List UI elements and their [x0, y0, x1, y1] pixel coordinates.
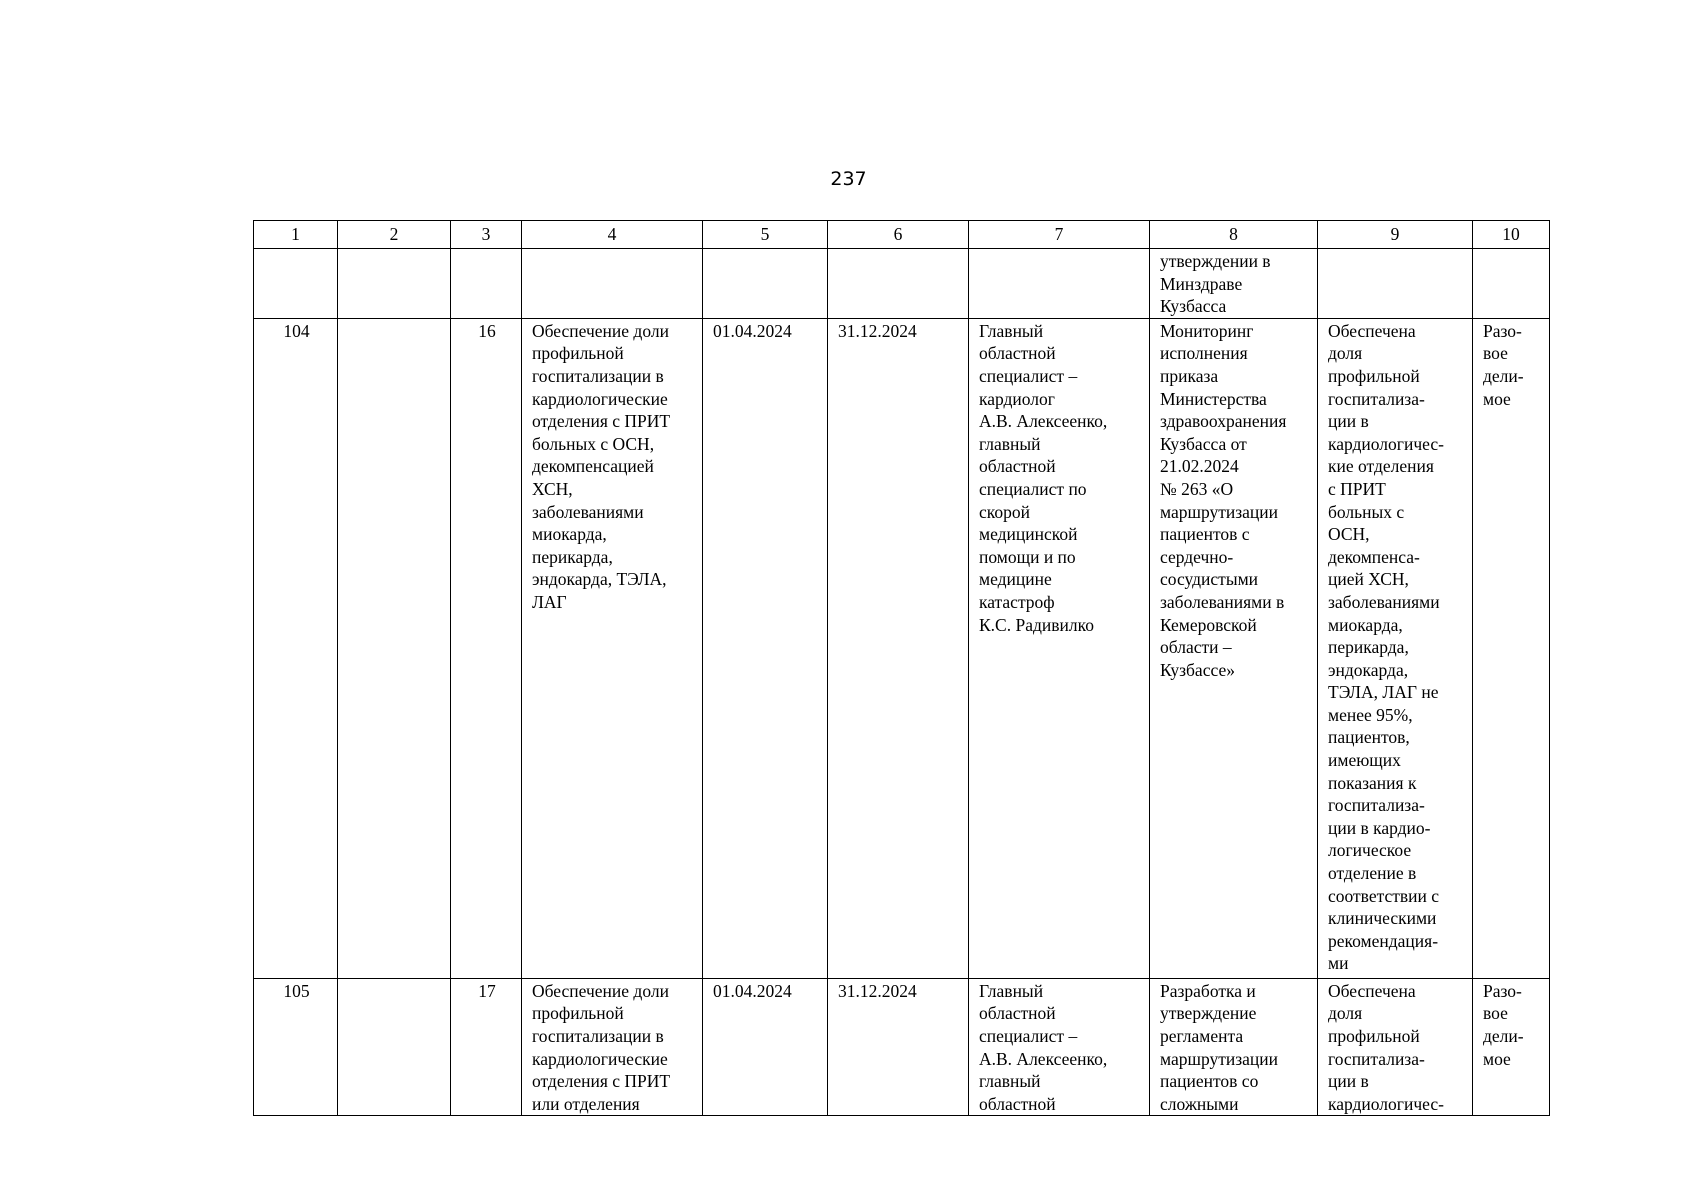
- column-number-row: [254, 221, 1550, 249]
- text-line: больных с: [1328, 501, 1405, 522]
- text-line: № 263 «О: [1160, 478, 1234, 499]
- text-line: показания к: [1328, 772, 1417, 793]
- text-line: приказа: [1160, 365, 1219, 386]
- text-line: заболеваниями: [1328, 591, 1440, 612]
- measure-cell: [522, 318, 703, 978]
- text-line: областной: [979, 456, 1056, 477]
- table-cell: [254, 249, 338, 319]
- text-line: миокарда,: [1328, 614, 1403, 635]
- text-line: с ПРИТ: [1328, 478, 1386, 499]
- text-line: Кузбасса: [1160, 296, 1227, 317]
- measure-cell: [522, 978, 703, 1116]
- text-line: ЛАГ: [532, 591, 567, 612]
- text-line: вое: [1483, 343, 1508, 364]
- column-number: 7: [969, 221, 1150, 249]
- text-line: ОСН,: [1328, 524, 1370, 545]
- table-cell: [828, 249, 969, 319]
- text-line: доля: [1328, 343, 1363, 364]
- result-cell: [1318, 318, 1473, 978]
- text-line: госпитализа-: [1328, 388, 1425, 409]
- text-line: ТЭЛА, ЛАГ не: [1328, 682, 1439, 703]
- text-line: отделения с ПРИТ: [532, 1071, 671, 1092]
- text-line: медицинской: [979, 524, 1078, 545]
- column-number: 10: [1473, 221, 1550, 249]
- text-line: скорой: [979, 501, 1030, 522]
- item-number: 17: [451, 978, 522, 1116]
- characteristic-cell: [1150, 978, 1318, 1116]
- text-line: Разработка и: [1160, 980, 1256, 1001]
- text-line: ции в кардио-: [1328, 817, 1431, 838]
- table-cell: [969, 249, 1150, 319]
- start-date: 01.04.2024: [703, 318, 828, 978]
- text-line: цией ХСН,: [1328, 569, 1409, 590]
- text-line: госпитализа-: [1328, 795, 1425, 816]
- table-cell: [338, 978, 451, 1116]
- text-line: мое: [1483, 1048, 1511, 1069]
- text-line: областной: [979, 1003, 1056, 1024]
- text-line: больных с ОСН,: [532, 433, 655, 454]
- text-line: кие отделения: [1328, 456, 1434, 477]
- text-line: Обеспечение доли: [532, 980, 669, 1001]
- text-line: Главный: [979, 320, 1044, 341]
- text-line: А.В. Алексеенко,: [979, 411, 1108, 432]
- row-number: 105: [254, 978, 338, 1116]
- text-line: профильной: [1328, 1025, 1420, 1046]
- text-line: ции в: [1328, 411, 1369, 432]
- text-line: помощи и по: [979, 546, 1076, 567]
- text-line: ции в: [1328, 1071, 1369, 1092]
- table-cell: [522, 249, 703, 319]
- text-line: логическое: [1328, 840, 1412, 861]
- text-line: Разо-: [1483, 980, 1522, 1001]
- text-line: эндокарда,: [1328, 659, 1409, 680]
- text-line: отделение в: [1328, 863, 1417, 884]
- text-line: госпитализации в: [532, 365, 664, 386]
- text-line: специалист –: [979, 365, 1078, 386]
- text-line: кардиологичес-: [1328, 1093, 1444, 1114]
- text-line: перикарда,: [532, 546, 613, 567]
- end-date: 31.12.2024: [828, 978, 969, 1116]
- type-cell: [1473, 318, 1550, 978]
- continuation-row: [254, 249, 1550, 319]
- text-line: областной: [979, 1093, 1056, 1114]
- text-line: маршрутизации: [1160, 1048, 1279, 1069]
- text-line: госпитализации в: [532, 1025, 664, 1046]
- text-line: клиническими: [1328, 908, 1437, 929]
- text-line: профильной: [1328, 365, 1420, 386]
- responsible-cell: [969, 318, 1150, 978]
- text-line: заболеваниями в: [1160, 591, 1285, 612]
- text-line: ХСН,: [532, 478, 573, 499]
- result-cell: [1318, 978, 1473, 1116]
- text-line: профильной: [532, 343, 624, 364]
- text-line: менее 95%,: [1328, 704, 1413, 725]
- text-line: доля: [1328, 1003, 1363, 1024]
- text-line: ми: [1328, 953, 1349, 974]
- text-line: вое: [1483, 1003, 1508, 1024]
- text-line: декомпенса-: [1328, 546, 1420, 567]
- text-line: профильной: [532, 1003, 624, 1024]
- column-number: 2: [338, 221, 451, 249]
- plan-table: [253, 220, 1550, 1116]
- text-line: исполнения: [1160, 343, 1248, 364]
- text-line: областной: [979, 343, 1056, 364]
- text-line: имеющих: [1328, 750, 1401, 771]
- column-number: 1: [254, 221, 338, 249]
- text-line: кардиологические: [532, 1048, 668, 1069]
- text-line: утверждении в: [1160, 251, 1271, 271]
- column-number: 6: [828, 221, 969, 249]
- text-line: области –: [1160, 637, 1232, 658]
- table-cell: [338, 318, 451, 978]
- text-line: Обеспечена: [1328, 980, 1416, 1001]
- text-line: соответствии с: [1328, 885, 1440, 906]
- text-line: Министерства: [1160, 388, 1267, 409]
- text-line: кардиологичес-: [1328, 433, 1444, 454]
- text-line: госпитализа-: [1328, 1048, 1425, 1069]
- text-line: кардиолог: [979, 388, 1055, 409]
- text-line: рекомендация-: [1328, 930, 1439, 951]
- type-cell: [1473, 978, 1550, 1116]
- item-number: 16: [451, 318, 522, 978]
- text-line: Разо-: [1483, 320, 1522, 341]
- text-line: утверждение: [1160, 1003, 1257, 1024]
- text-line: 21.02.2024: [1160, 456, 1239, 477]
- responsible-cell: [969, 978, 1150, 1116]
- text-line: Минздраве: [1160, 273, 1243, 294]
- text-line: заболеваниями: [532, 501, 644, 522]
- text-line: Кемеровской: [1160, 614, 1257, 635]
- text-line: регламента: [1160, 1025, 1244, 1046]
- table-cell: [1150, 249, 1318, 319]
- column-number: 9: [1318, 221, 1473, 249]
- end-date: 31.12.2024: [828, 318, 969, 978]
- characteristic-cell: [1150, 318, 1318, 978]
- text-line: сосудистыми: [1160, 569, 1259, 590]
- text-line: Обеспечена: [1328, 320, 1416, 341]
- text-line: Кузбасса от: [1160, 433, 1247, 454]
- text-line: катастроф: [979, 591, 1055, 612]
- text-line: здравоохранения: [1160, 411, 1287, 432]
- text-line: главный: [979, 1071, 1041, 1092]
- table-cell: [1318, 249, 1473, 319]
- text-line: перикарда,: [1328, 637, 1409, 658]
- text-line: миокарда,: [532, 524, 607, 545]
- table-cell: [703, 249, 828, 319]
- row-number: 104: [254, 318, 338, 978]
- text-line: пациентов,: [1328, 727, 1410, 748]
- text-line: пациентов с: [1160, 524, 1250, 545]
- text-line: эндокарда, ТЭЛА,: [532, 569, 667, 590]
- text-line: дели-: [1483, 1025, 1524, 1046]
- text-line: А.В. Алексеенко,: [979, 1048, 1108, 1069]
- table-cell: [451, 249, 522, 319]
- column-number: 3: [451, 221, 522, 249]
- text-line: декомпенсацией: [532, 456, 654, 477]
- text-line: отделения с ПРИТ: [532, 411, 671, 432]
- column-number: 8: [1150, 221, 1318, 249]
- text-line: кардиологические: [532, 388, 668, 409]
- text-line: или отделения: [532, 1093, 640, 1114]
- table-cell: [338, 249, 451, 319]
- table-cell: [1473, 249, 1550, 319]
- page-number: 237: [830, 168, 867, 190]
- text-line: Обеспечение доли: [532, 320, 669, 341]
- text-line: мое: [1483, 388, 1511, 409]
- text-line: Мониторинг: [1160, 320, 1254, 341]
- start-date: 01.04.2024: [703, 978, 828, 1116]
- column-number: 5: [703, 221, 828, 249]
- text-line: сердечно-: [1160, 546, 1234, 567]
- column-number: 4: [522, 221, 703, 249]
- text-line: маршрутизации: [1160, 501, 1279, 522]
- text-line: специалист –: [979, 1025, 1078, 1046]
- text-line: сложными: [1160, 1093, 1239, 1114]
- text-line: Кузбассе»: [1160, 659, 1235, 680]
- text-line: специалист по: [979, 478, 1087, 499]
- text-line: медицине: [979, 569, 1052, 590]
- text-line: главный: [979, 433, 1041, 454]
- table-row: [254, 318, 1550, 978]
- table-row: [254, 978, 1550, 1116]
- text-line: К.С. Радивилко: [979, 614, 1094, 635]
- text-line: дели-: [1483, 365, 1524, 386]
- text-line: Главный: [979, 980, 1044, 1001]
- text-line: пациентов со: [1160, 1071, 1259, 1092]
